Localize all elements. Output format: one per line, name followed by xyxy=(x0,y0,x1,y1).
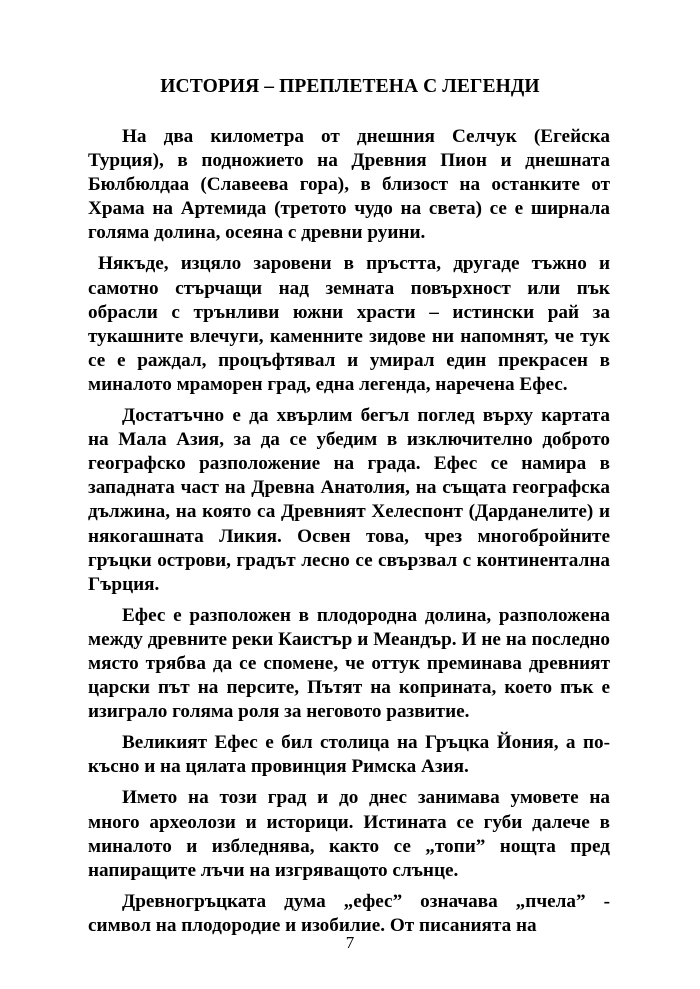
body-text xyxy=(88,125,610,945)
paragraph-2: Някъде, изцяло заровени в пръстта, другаде тъжно и самотно стърчащи над земната повърхност или пък обрасли с трънливи южни храсти – истински рай за тукашните влечуги, каменните зидове ни напомнят, че тук се е раждал, процъфтявал и умирал един прекрасен в миналото мраморен град, една легенда, наречена Ефес. xyxy=(88,253,610,395)
paragraph-4: Ефес е разположен в плодородна долина, разположена между древните реки Каистър и Меандър. И не на последно място трябва да се спомене, че оттук преминава древният царски път на персите, Пътят на коприната, което пък е изиграло голяма роля за неговото развитие. xyxy=(88,604,610,723)
paragraph-3: Достатъчно е да хвърлим бегъл поглед върху картата на Мала Азия, за да се убедим в изключително доброто географско разположение на града. Ефес се намира в западната част на Древна Анатолия, на същата географска дължина, на която са Древният Хелеспонт (Дарданелите) и някогашната Ликия. Освен това, чрез многобройните гръцки острови, градът лесно се свързвал с континентална Гърция. xyxy=(88,405,610,595)
paragraph-5: Великият Ефес е бил столица на Гръцка Йония, а по-късно и на цялата провинция Римска Азия. xyxy=(88,732,610,778)
paragraph-6: Името на този град и до днес занимава умовете на много археолози и историци. Истината се губи далече в миналото и избледнява, както се „топи” нощта пред напиращите лъчи на изгряващото слънце. xyxy=(88,787,610,881)
paragraph-7: Древногръцката дума „ефес” означава „пчела” - символ на плодородие и изобилие. От писанията на xyxy=(88,890,610,936)
paragraph-1: На два километра от днешния Селчук (Егейска Турция), в подножието на Древния Пион и днешната Бюлбюлдаа (Славеева гора), в близост на останките от Храма на Артемида (третото чудо на света) се е ширнала голяма долина, осеяна с древни руини. xyxy=(88,126,610,244)
page-number: 7 xyxy=(345,933,355,952)
page-title: ИСТОРИЯ – ПРЕПЛЕТЕНА С ЛЕГЕНДИ xyxy=(160,76,540,97)
